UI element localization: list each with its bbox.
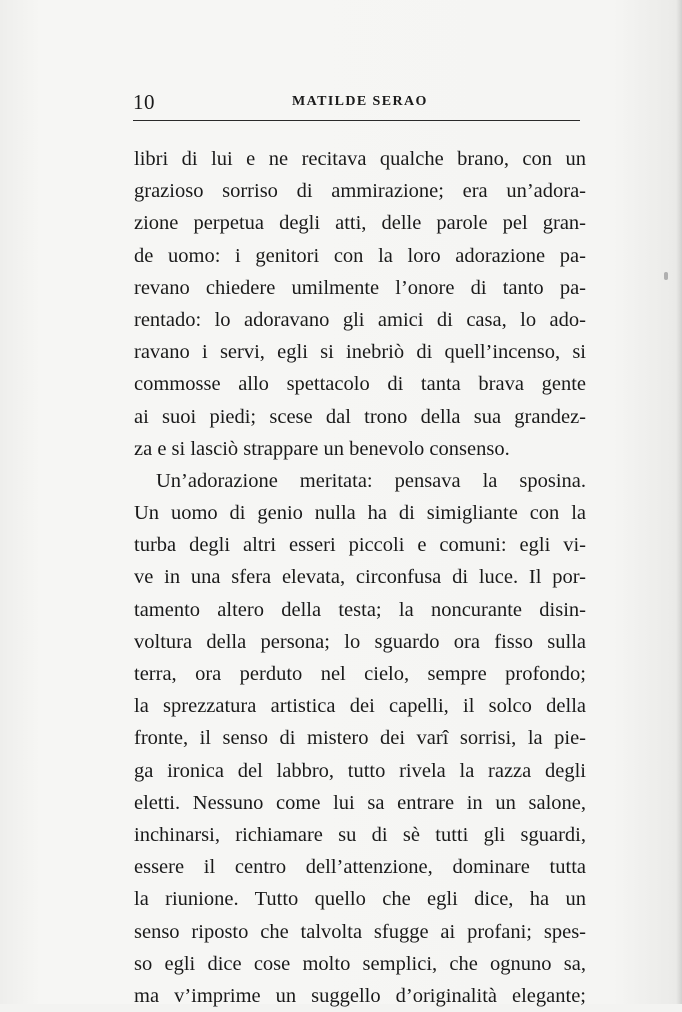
body-text — [134, 143, 586, 1012]
header-rule — [133, 120, 580, 121]
text-line: inchinarsi, richiamare su di sè tutti gli sguardi, — [134, 823, 586, 846]
paper-blemish — [664, 272, 668, 280]
text-line: voltura della persona; lo sguardo ora fisso sulla — [134, 630, 586, 653]
running-title: MATILDE SERAO — [292, 94, 428, 109]
text-line: de uomo: i genitori con la loro adorazione pa- — [134, 244, 586, 267]
text-line: senso riposto che talvolta sfugge ai profani; spes- — [134, 920, 586, 943]
text-line: Un uomo di genio nulla ha di simigliante con la — [134, 502, 586, 525]
text-line: revano chiedere umilmente l’onore di tanto pa- — [134, 276, 586, 299]
page-edge-shadow — [676, 0, 682, 1004]
text-line: Un’adorazione meritata: pensava la sposina. — [156, 469, 586, 492]
running-header — [133, 88, 580, 118]
text-line: ma v’imprime un suggello d’originalità elegante; — [134, 984, 586, 1007]
text-line: grazioso sorriso di ammirazione; era un’adora- — [134, 180, 586, 203]
text-line: ga ironica del labbro, tutto rivela la razza degli — [134, 759, 586, 782]
text-line: terra, ora perduto nel cielo, sempre profondo; — [134, 663, 586, 685]
text-line: commosse allo spettacolo di tanta brava gente — [134, 373, 586, 396]
text-line: turba degli altri esseri piccoli e comuni: egli vi- — [134, 534, 586, 557]
text-line: zione perpetua degli atti, delle parole pel gran- — [134, 212, 586, 235]
text-line: rentado: lo adoravano gli amici di casa, lo ado- — [134, 308, 586, 331]
page-number: 10 — [133, 90, 155, 114]
text-line: eletti. Nessuno come lui sa entrare in un salone, — [134, 791, 586, 814]
text-line: libri di lui e ne recitava qualche brano, con un — [134, 148, 586, 170]
text-line: tamento altero della testa; la noncurante disin- — [134, 598, 586, 621]
text-line: la riunione. Tutto quello che egli dice, ha un — [134, 888, 586, 911]
text-line: fronte, il senso di mistero dei varî sorrisi, la pie- — [134, 727, 586, 750]
text-line: essere il centro dell’attenzione, dominare tutta — [134, 856, 586, 879]
text-line: ai suoi piedi; scese dal trono della sua grandez- — [134, 405, 586, 428]
text-line: so egli dice cose molto semplici, che ognuno sa, — [134, 952, 586, 975]
text-line: ve in una sfera elevata, circonfusa di luce. Il por- — [134, 566, 586, 589]
text-line: ravano i servi, egli si inebriò di quell’incenso, si — [134, 341, 586, 364]
text-line: za e si lasciò strappare un benevolo consenso. — [134, 437, 510, 460]
text-line: la sprezzatura artistica dei capelli, il solco della — [134, 695, 586, 718]
